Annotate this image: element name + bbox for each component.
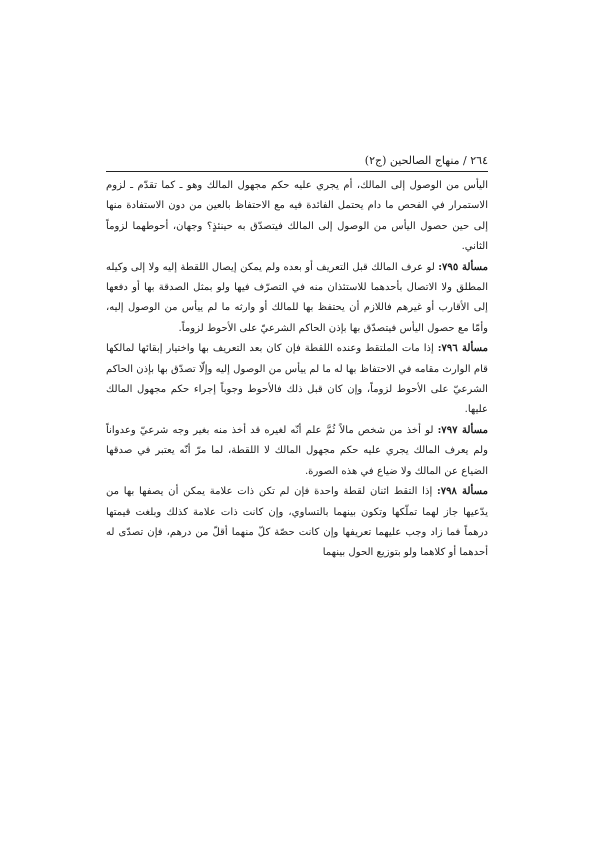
paragraph-text: لو أخذ من شخص مالاً ثُمَّ علم أنّه لغيره قد أخذ منه بغير وجه شرعيّ وعدواناً ولم يعرف المالك يجري عليه حكم مجهول المالك لا اللقطة، لما مرّ أنّه يعتبر في صدقها الضياع عن المالك ولا ضياع في هذه الصورة. <box>106 424 488 477</box>
running-header <box>106 154 488 168</box>
issue-label: مسألة ٧٩٦: <box>437 343 488 355</box>
header-rule <box>106 171 488 172</box>
page-number: ٢٦٤ <box>470 154 488 167</box>
issue-795 <box>106 258 488 340</box>
page-body <box>106 176 488 564</box>
header-separator: / <box>463 154 467 167</box>
paragraph-continuation <box>106 176 488 258</box>
issue-label: مسألة ٧٩٧: <box>437 424 488 436</box>
issue-797 <box>106 421 488 482</box>
issue-796 <box>106 339 488 421</box>
issue-label: مسألة ٧٩٥: <box>438 261 488 273</box>
issue-798 <box>106 482 488 564</box>
paragraph-text: إذا التقط اثنان لقطة واحدة فإن لم تكن ذات علامة يمكن أن يصفها بها من يدّعيها جاز لهما تملّكها وتكون بينهما بالتساوي، وإن كانت ذات علامة كذلك وبلغت قيمتها درهماً فما زاد وجب عليهما تعريفها وإن كانت حصّة كلّ منهما أقلّ من درهم، فإن تصدّى له أحدهما أو كلاهما ولو بتوزيع الحول بينهما <box>106 486 488 559</box>
paragraph-text: إذا مات الملتقط وعنده اللقطة فإن كان بعد التعريف بها واختيار إبقائها لمالكها قام الوارث مقامه في الاحتفاظ بها له ما لم ييأس من الوصول إليه وإلّا تصدّق بها بإذن الحاكم الشرعيّ على الأحوط لزوماً، وإن كان قبل ذلك فالأحوط وجوباً إجراء حكم مجهول المالك عليها. <box>106 343 488 416</box>
paragraph-text: اليأس من الوصول إلى المالك، أم يجري عليه حكم مجهول المالك وهو ـ كما تقدّم ـ لزوم الاستمرار في الفحص ما دام يحتمل الفائدة فيه مع الاحتفاظ بالعين من دون الاستفادة منها إلى حين حصول اليأس من الوصول إلى المالك فيتصدّق به حينئذٍ؟ وجهان، أحوطهما لزوماً الثاني. <box>106 180 488 253</box>
book-title: منهاج الصالحين (ج٢) <box>364 154 460 167</box>
paragraph-text: لو عرف المالك قبل التعريف أو بعده ولم يمكن إيصال اللقطة إليه ولا إلى وكيله المطلق ولا الاتصال بأحدهما للاستئذان منه في التصرّف فيها ولو بمثل الصدقة بها أو دفعها إلى الأقارب أو غيرهم فاللازم أن يحتفظ بها للمالك أو وارثه ما لم ييأس من الوصول إليه، وأمّا مع حصول اليأس فيتصدّق بها بإذن الحاكم الشرعيّ على الأحوط لزوماً. <box>106 261 488 334</box>
issue-label: مسألة ٧٩٨: <box>436 486 488 498</box>
